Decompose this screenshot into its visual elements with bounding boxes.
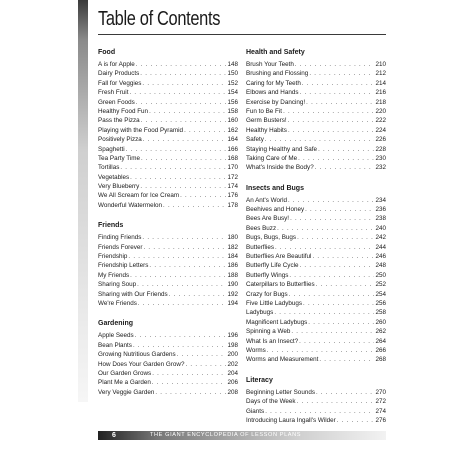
entry-title: Introducing Laura Ingall's Wilder xyxy=(246,416,336,424)
entry-page-number: 242 xyxy=(375,234,386,242)
entry-page-number: 250 xyxy=(375,271,386,279)
dot-leader xyxy=(318,146,374,155)
toc-entry xyxy=(246,416,386,425)
entry-title: Elbows and Hands xyxy=(246,89,299,97)
entry-page-number: 212 xyxy=(375,70,386,78)
toc-entry xyxy=(246,280,386,289)
entry-page-number: 202 xyxy=(227,360,238,368)
entry-title: Giants xyxy=(246,407,265,415)
toc-entry xyxy=(98,350,238,359)
entry-page-number: 178 xyxy=(227,201,238,209)
entry-title: Dairy Products xyxy=(98,70,140,78)
entry-page-number: 204 xyxy=(227,369,238,377)
entry-title: Healthy Food Fun xyxy=(98,107,149,115)
toc-entry xyxy=(246,205,386,214)
entry-title: Butterfly Life Cycle xyxy=(246,262,299,270)
toc-entry xyxy=(246,224,386,233)
side-decorative-bar xyxy=(78,0,88,402)
entry-page-number: 160 xyxy=(227,117,238,125)
toc-entry xyxy=(98,173,238,182)
dot-leader xyxy=(136,99,227,108)
entry-title: Caring for My Teeth xyxy=(246,79,301,87)
entry-page-number: 230 xyxy=(375,154,386,162)
entry-title: My Friends xyxy=(98,271,130,279)
toc-column-right xyxy=(246,48,386,436)
entry-page-number: 186 xyxy=(227,262,238,270)
toc-entry xyxy=(246,299,386,308)
entry-title: Tortillas xyxy=(98,164,120,172)
dot-leader xyxy=(297,234,374,243)
entry-title: Beehives and Honey xyxy=(246,206,305,214)
toc-entry xyxy=(246,98,386,107)
toc-entry xyxy=(246,261,386,270)
toc-entry xyxy=(246,243,386,252)
dot-leader xyxy=(297,398,375,407)
entry-page-number: 266 xyxy=(375,346,386,354)
entry-page-number: 210 xyxy=(375,61,386,68)
entry-page-number: 216 xyxy=(375,89,386,97)
entry-title: Germ Busters! xyxy=(246,117,287,125)
entry-page-number: 154 xyxy=(227,89,238,97)
entry-page-number: 238 xyxy=(375,215,386,223)
toc-entry xyxy=(98,369,238,378)
dot-leader xyxy=(138,300,227,309)
toc-entry xyxy=(246,107,386,116)
entry-page-number: 214 xyxy=(375,79,386,87)
entry-title: Very Veggie Garden xyxy=(98,388,155,396)
entry-page-number: 158 xyxy=(227,107,238,115)
entry-title: Growing Nutritious Gardens xyxy=(98,351,176,359)
entry-title: Taking Care of Me xyxy=(246,154,298,162)
entry-title: Bean Plants xyxy=(98,341,132,349)
entry-page-number: 244 xyxy=(375,243,386,251)
toc-section xyxy=(246,48,386,173)
entry-title: Green Foods xyxy=(98,98,135,106)
entry-title: An Ant's World xyxy=(246,196,287,204)
entry-title: Pass the Pizza xyxy=(98,117,140,125)
entry-title: Finding Friends xyxy=(98,234,142,242)
entry-page-number: 180 xyxy=(227,234,238,242)
entry-page-number: 172 xyxy=(227,173,238,181)
entry-page-number: 256 xyxy=(375,299,386,307)
entry-title: Safety xyxy=(246,136,264,144)
toc-section xyxy=(246,184,386,365)
dot-leader xyxy=(316,389,375,398)
entry-page-number: 272 xyxy=(375,398,386,406)
entry-title: Caterpillars to Butterflies xyxy=(246,281,315,289)
dot-leader xyxy=(319,356,374,365)
entry-page-number: 206 xyxy=(227,379,238,387)
dot-leader xyxy=(129,89,226,98)
entry-page-number: 236 xyxy=(375,206,386,214)
entry-title: Butterflies xyxy=(246,243,274,251)
toc-entry xyxy=(246,397,386,406)
entry-page-number: 188 xyxy=(227,271,238,279)
entry-page-number: 200 xyxy=(227,351,238,359)
dot-leader xyxy=(142,80,226,89)
entry-title: Bugs, Bugs, Bugs xyxy=(246,234,297,242)
dot-leader xyxy=(143,136,227,145)
toc-entry xyxy=(98,290,238,299)
section-heading: Food xyxy=(98,49,116,56)
entry-title: Beginning Letter Sounds xyxy=(246,388,315,396)
toc-entry xyxy=(246,308,386,317)
entry-title: Vegetables xyxy=(98,173,130,181)
toc-entry xyxy=(98,154,238,163)
toc-entry xyxy=(98,69,238,78)
dot-leader xyxy=(155,389,226,398)
dot-leader xyxy=(180,192,226,201)
toc-column-left xyxy=(98,48,238,408)
entry-title: Fresh Fruit xyxy=(98,89,129,97)
toc-entry xyxy=(246,69,386,78)
entry-title: Magnificent Ladybugs xyxy=(246,318,308,326)
toc-entry xyxy=(246,355,386,364)
toc-entry xyxy=(98,378,238,387)
entry-title: We're Friends xyxy=(98,299,137,307)
entry-title: Fall for Veggies xyxy=(98,79,142,87)
entry-page-number: 224 xyxy=(375,126,386,134)
entry-page-number: 182 xyxy=(227,243,238,251)
toc-entry xyxy=(246,88,386,97)
dot-leader xyxy=(140,70,226,79)
dot-leader xyxy=(149,108,226,117)
entry-page-number: 150 xyxy=(227,70,238,78)
toc-entry xyxy=(246,154,386,163)
dot-leader xyxy=(163,202,226,211)
toc-entry xyxy=(246,79,386,88)
toc-entry xyxy=(246,116,386,125)
entry-page-number: 166 xyxy=(227,145,238,153)
entry-title: Tea Party Time xyxy=(98,154,140,162)
toc-entry xyxy=(98,201,238,210)
entry-title: Friendship Letters xyxy=(98,262,149,270)
entry-page-number: 190 xyxy=(227,281,238,289)
toc-entry xyxy=(98,126,238,135)
toc-entry xyxy=(246,135,386,144)
footer-page-number: 6 xyxy=(112,432,116,439)
toc-entry xyxy=(98,182,238,191)
entry-title: Brush Your Teeth xyxy=(246,61,294,68)
entry-page-number: 226 xyxy=(375,136,386,144)
entry-page-number: 228 xyxy=(375,145,386,153)
entry-title: Staying Healthy and Safe xyxy=(246,145,318,153)
entry-page-number: 156 xyxy=(227,98,238,106)
section-heading: Gardening xyxy=(98,320,134,328)
entry-title: Apple Seeds xyxy=(98,332,134,340)
toc-section xyxy=(98,221,238,308)
dot-leader xyxy=(308,319,374,328)
entry-page-number: 174 xyxy=(227,183,238,191)
entry-title: Playing with the Food Pyramid xyxy=(98,126,184,134)
toc-entry xyxy=(98,271,238,280)
dot-leader xyxy=(290,215,374,224)
entry-title: Wonderful Watermelon xyxy=(98,201,163,209)
toc-entry xyxy=(98,135,238,144)
entry-page-number: 262 xyxy=(375,328,386,336)
dot-leader xyxy=(142,234,226,243)
toc-section xyxy=(98,319,238,397)
entry-title: Worms xyxy=(246,346,266,354)
footer-book-title: THE GIANT ENCYCLOPEDIA OF LESSON PLANS xyxy=(150,432,302,438)
entry-page-number: 220 xyxy=(375,107,386,115)
toc-entry xyxy=(98,116,238,125)
entry-page-number: 264 xyxy=(375,337,386,345)
entry-page-number: 164 xyxy=(227,136,238,144)
dot-leader xyxy=(135,332,227,341)
toc-entry xyxy=(246,407,386,416)
toc-section xyxy=(98,48,238,210)
entry-title: Fun to Be Fit xyxy=(246,107,283,115)
toc-entry xyxy=(98,145,238,154)
entry-title: Sharing Soup xyxy=(98,281,137,289)
entry-title: A is for Apple xyxy=(98,61,135,68)
entry-title: Crazy for Bugs xyxy=(246,290,288,298)
toc-entry xyxy=(246,233,386,242)
toc-entry xyxy=(246,145,386,154)
entry-page-number: 274 xyxy=(375,407,386,415)
entry-page-number: 240 xyxy=(375,224,386,232)
entry-title: Bees Are Busy! xyxy=(246,215,290,223)
dot-leader xyxy=(299,338,374,347)
dot-leader xyxy=(130,174,226,183)
toc-entry xyxy=(98,341,238,350)
dot-leader xyxy=(136,61,227,70)
entry-page-number: 254 xyxy=(375,290,386,298)
dot-leader xyxy=(302,80,375,89)
toc-entry xyxy=(98,243,238,252)
entry-title: Healthy Habits xyxy=(246,126,287,134)
entry-page-number: 168 xyxy=(227,154,238,162)
entry-page-number: 152 xyxy=(227,79,238,87)
dot-leader xyxy=(141,155,226,164)
dot-leader xyxy=(337,417,375,426)
toc-entry xyxy=(98,88,238,97)
title-divider xyxy=(98,34,386,35)
section-heading: Friends xyxy=(98,222,124,230)
entry-page-number: 194 xyxy=(227,299,238,307)
entry-title: Butterfly Wings xyxy=(246,271,289,279)
entry-page-number: 252 xyxy=(375,281,386,289)
dot-leader xyxy=(315,164,375,173)
entry-title: What Is an Insect? xyxy=(246,337,299,345)
entry-page-number: 192 xyxy=(227,290,238,298)
toc-entry xyxy=(98,191,238,200)
dot-leader xyxy=(300,262,375,271)
toc-entry xyxy=(98,60,238,69)
entry-page-number: 258 xyxy=(375,309,386,317)
dot-leader xyxy=(120,164,226,173)
entry-title: Bees Buzz xyxy=(246,224,277,232)
entry-title: Spinning a Web xyxy=(246,328,291,336)
entry-page-number: 232 xyxy=(375,164,386,172)
dot-leader xyxy=(184,127,226,136)
toc-entry xyxy=(98,261,238,270)
dot-leader xyxy=(143,244,226,253)
entry-page-number: 198 xyxy=(227,341,238,349)
entry-page-number: 208 xyxy=(227,388,238,396)
entry-page-number: 162 xyxy=(227,126,238,134)
toc-entry xyxy=(246,337,386,346)
entry-title: Our Garden Grows xyxy=(98,369,152,377)
entry-page-number: 148 xyxy=(227,61,238,68)
dot-leader xyxy=(305,206,374,215)
dot-leader xyxy=(312,253,374,262)
entry-title: Positively Pizza xyxy=(98,136,142,144)
toc-entry xyxy=(246,60,386,69)
entry-title: Worms and Measurement xyxy=(246,356,319,364)
dot-leader xyxy=(283,108,374,117)
entry-title: We All Scream for Ice Cream xyxy=(98,192,180,200)
entry-page-number: 276 xyxy=(375,416,386,424)
entry-title: Ladybugs xyxy=(246,309,274,317)
entry-page-number: 260 xyxy=(375,318,386,326)
entry-title: How Does Your Garden Grow? xyxy=(98,360,185,368)
entry-page-number: 176 xyxy=(227,192,238,200)
toc-entry xyxy=(246,252,386,261)
entry-page-number: 196 xyxy=(227,332,238,340)
dot-leader xyxy=(126,146,227,155)
dot-leader xyxy=(149,262,226,271)
section-heading: Insects and Bugs xyxy=(246,184,304,192)
dot-leader xyxy=(288,117,375,126)
section-heading: Literacy xyxy=(246,376,273,384)
entry-title: Very Blueberry xyxy=(98,183,140,191)
entry-title: Spaghetti xyxy=(98,145,125,153)
toc-section xyxy=(246,376,386,426)
dot-leader xyxy=(291,328,374,337)
entry-title: Brushing and Flossing xyxy=(246,70,309,78)
entry-title: Sharing with Our Friends xyxy=(98,290,168,298)
toc-entry xyxy=(246,126,386,135)
entry-page-number: 222 xyxy=(375,117,386,125)
dot-leader xyxy=(169,291,227,300)
dot-leader xyxy=(152,370,226,379)
entry-page-number: 246 xyxy=(375,253,386,261)
toc-entry xyxy=(246,196,386,205)
toc-entry xyxy=(246,318,386,327)
dot-leader xyxy=(288,127,375,136)
dot-leader xyxy=(303,300,374,309)
toc-entry xyxy=(98,233,238,242)
page-title: Table of Contents xyxy=(98,8,221,30)
section-heading: Health and Safety xyxy=(246,49,305,56)
entry-title: Plant Me a Garden xyxy=(98,379,151,387)
toc-entry xyxy=(98,299,238,308)
toc-entry xyxy=(98,79,238,88)
entry-title: What's Inside the Body? xyxy=(246,164,314,172)
dot-leader xyxy=(300,89,375,98)
entry-title: Friendship xyxy=(98,253,128,261)
toc-entry xyxy=(98,252,238,261)
dot-leader xyxy=(185,361,226,370)
entry-page-number: 170 xyxy=(227,164,238,172)
entry-page-number: 184 xyxy=(227,253,238,261)
entry-page-number: 270 xyxy=(375,388,386,396)
dot-leader xyxy=(316,281,375,290)
entry-title: Friends Forever xyxy=(98,243,143,251)
dot-leader xyxy=(309,70,374,79)
toc-entry xyxy=(98,388,238,397)
toc-entry xyxy=(246,290,386,299)
toc-entry xyxy=(98,280,238,289)
entry-page-number: 218 xyxy=(375,98,386,106)
entry-title: Exercise by Dancing! xyxy=(246,98,306,106)
entry-page-number: 248 xyxy=(375,262,386,270)
toc-entry xyxy=(246,327,386,336)
entry-title: Days of the Week xyxy=(246,398,296,406)
toc-entry xyxy=(246,163,386,172)
dot-leader xyxy=(130,272,226,281)
toc-entry xyxy=(98,163,238,172)
dot-leader xyxy=(152,379,227,388)
toc-entry xyxy=(98,360,238,369)
toc-entry xyxy=(246,214,386,223)
entry-page-number: 234 xyxy=(375,196,386,204)
toc-entry xyxy=(246,388,386,397)
entry-page-number: 268 xyxy=(375,356,386,364)
toc-entry xyxy=(98,107,238,116)
entry-title: Five Little Ladybugs xyxy=(246,299,303,307)
toc-entry xyxy=(98,331,238,340)
toc-entry xyxy=(246,346,386,355)
toc-entry xyxy=(98,98,238,107)
toc-entry xyxy=(246,271,386,280)
dot-leader xyxy=(306,99,374,108)
entry-title: Butterflies Are Beautiful xyxy=(246,253,312,261)
